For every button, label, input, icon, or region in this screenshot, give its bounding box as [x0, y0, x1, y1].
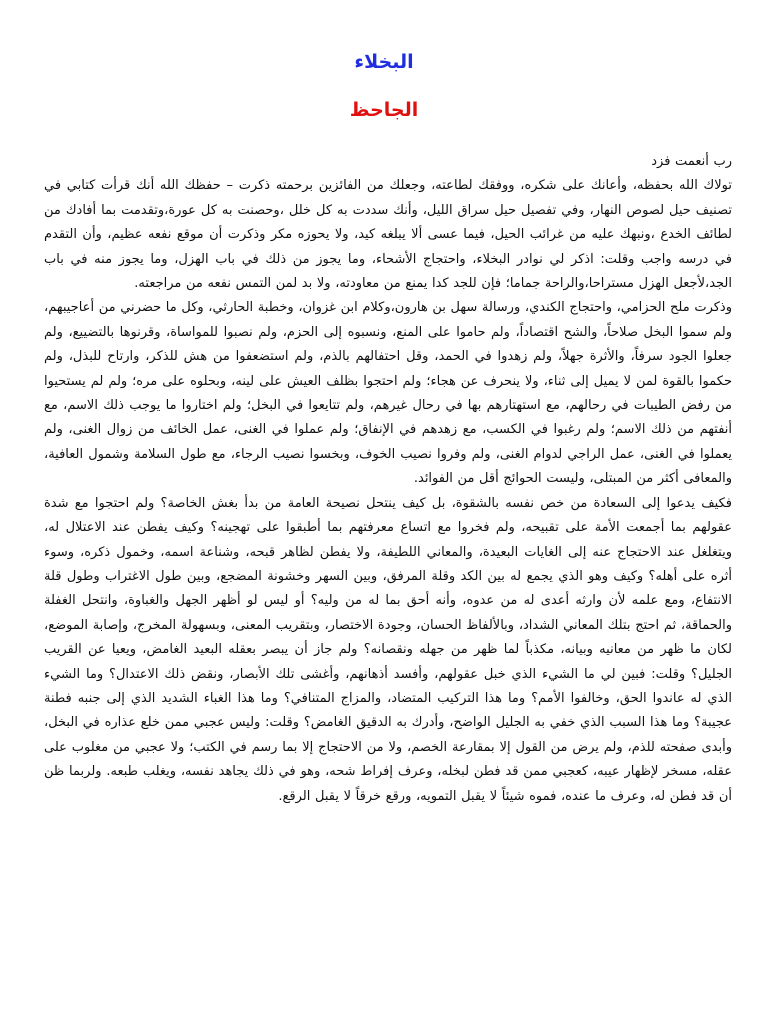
paragraph: تولاك الله بحفظه، وأعانك على شكره، ووفقك لطاعته، وجعلك من الفائزين برحمته ذكرت – حفظك الله أنك قرأت كتابي في تصنيف حيل لصوص النهار، وفي تفصيل حيل سراق الليل، وأنك سددت به كل خلل ،وحصنت به كل عورة،وتقدمت بما أفادك من لطائف الخدع ،ونبهك عليه من غرائب الحيل، فيما عسى ألا يبلغه كيد، ولا يحوزه مكر وذكرت أن موقع نفعه عظيم، وأن التقدم في درسه واجب وقلت: اذكر لي نوادر البخلاء، واحتجاج الأشحاء، وما يجوز من ذلك في باب الهزل، وما يجوز منه في باب الجد،لأجعل الهزل مستراحا،والراحة جماما؛ فإن للجد كدا يمنع من معاودته، ولا بد لمن التمس نفعه من مراجعته. [44, 178, 732, 292]
book-author: الجاحظ [349, 99, 419, 121]
book-title: البخلاء [354, 51, 414, 73]
paragraph: وذكرت ملح الحزامي، واحتجاج الكندي، ورسالة سهل بن هارون،وكلام ابن غزوان، وخطبة الحارثي، وكل ما حضرني من أعاجيبهم، ولم سموا البخل صلاحاً، والشح اقتصاداً، ولم حاموا على المنع، ونسبوه إلى الحزم، ولم نصبوا للمواساة، وقرنوها بالتضييع، ولم جعلوا الجود سرفاً، والأثرة جهلاً، ولم زهدوا في الحمد، وقل احتفالهم بالذم، ولم استضعفوا من هش للذكر، وارتاح للبذل، ولم حكموا بالقوة لمن لا يميل إلى ثناء، ولا ينحرف عن هجاء؛ ولم احتجوا بظلف العيش على لينه، وبحلوه على مره؛ ولم لم يستحيوا من رفض الطيبات في رحالهم، مع استهتارهم بها في رحال غيرهم، ولم تتايعوا في البخل؛ ولم اختاروا ما يوجب ذلك الاسم، مع أنفتهم من ذلك الاسم؛ ولم رغبوا في الكسب، مع زهدهم في الإنفاق؛ ولم عملوا في الغنى، عمل الخائف من زوال الغنى، ولم يعملوا في الغنى، عمل الراجي لدوام الغنى، ولم وفروا نصيب الخوف، وبخسوا نصيب الرجاء، مع طول السلامة وشمول العافية، والمعافى أكثر من المبتلى، وليست الحوائج أقل من الفوائد. [44, 300, 732, 487]
paragraph: فكيف يدعوا إلى السعادة من خص نفسه بالشقوة، بل كيف ينتحل نصيحة العامة من بدأ بغش الخاصة؟ ولم احتجوا مع شدة عقولهم بما أجمعت الأمة على تقبيحه، ولم فخروا مع اتساع معرفتهم بما أطبقوا على تهجينه؟ وكيف يفطن عند الاعتلال له، ويتغلغل عند الاحتجاج عنه إلى الغايات البعيدة، والمعاني اللطيفة، ولا يفطن لظاهر قبحه، وشناعة اسمه، وخمول ذكره، وسوء أثره على أهله؟ وكيف وهو الذي يجمع له بين الكد وقلة المرفق، وبين السهر وخشونة المضجع، وبين طول الاغتراب وطول قلة الانتفاع، ومع علمه لأن وارثه أعدى له من عدوه، وأنه أحق بما له من وليه؟ أو ليس لو أظهر الجهل والغباوة، وانتحل الغفلة والحماقة، ثم احتج بتلك المعاني الشداد، وبالألفاظ الحسان، وجودة الاختصار، وبتقريب المعنى، وبسهولة المخرج، وإصابة الموضع، لكان ما ظهر من معانيه وبيانه، مكذباً لما ظهر من جهله ونقصانه؟ ولم جاز أن يبصر بعقله البعيد الغامض، ويعيا عن القريب الجليل؟ وقلت: فبين لي ما الشيء الذي خبل عقولهم، وأفسد أذهانهم، وأغشى تلك الأبصار، ونقض ذلك الاعتدال؟ وما الشيء الذي له عاندوا الحق، وخالفوا الأمم؟ وما هذا التركيب المتضاد، والمزاج المتنافي؟ وما هذا الغباء الشديد الذي إلى جنبه فطنة عجيبة؟ وما هذا السبب الذي خفي به الجليل الواضح، وأدرك به الدقيق الغامض؟ وقلت: وليس عجبي ممن خلع عذاره في البخل، وأبدى صفحته للذم، ولم يرض من القول إلا بمقارعة الخصم، ولا من الاحتجاج إلا بما رسم في الكتب؛ ولا عجبي من مغلوب على عقله، مسخر لإظهار عيبه، كعجبي ممن قد فطن لبخله، وعرف إفراط شحه، وهو في ذلك يجاهد نفسه، ويغلب طبعه. ولربما ظن أن قد فطن له، وعرف ما عنده، فموه شيئاً لا يقبل التمويه، ورقع خرقاً لا يقبل الرقع. [44, 495, 732, 804]
body-text [44, 150, 732, 809]
paragraph-opening: رب أنعمت فزد [651, 154, 732, 169]
